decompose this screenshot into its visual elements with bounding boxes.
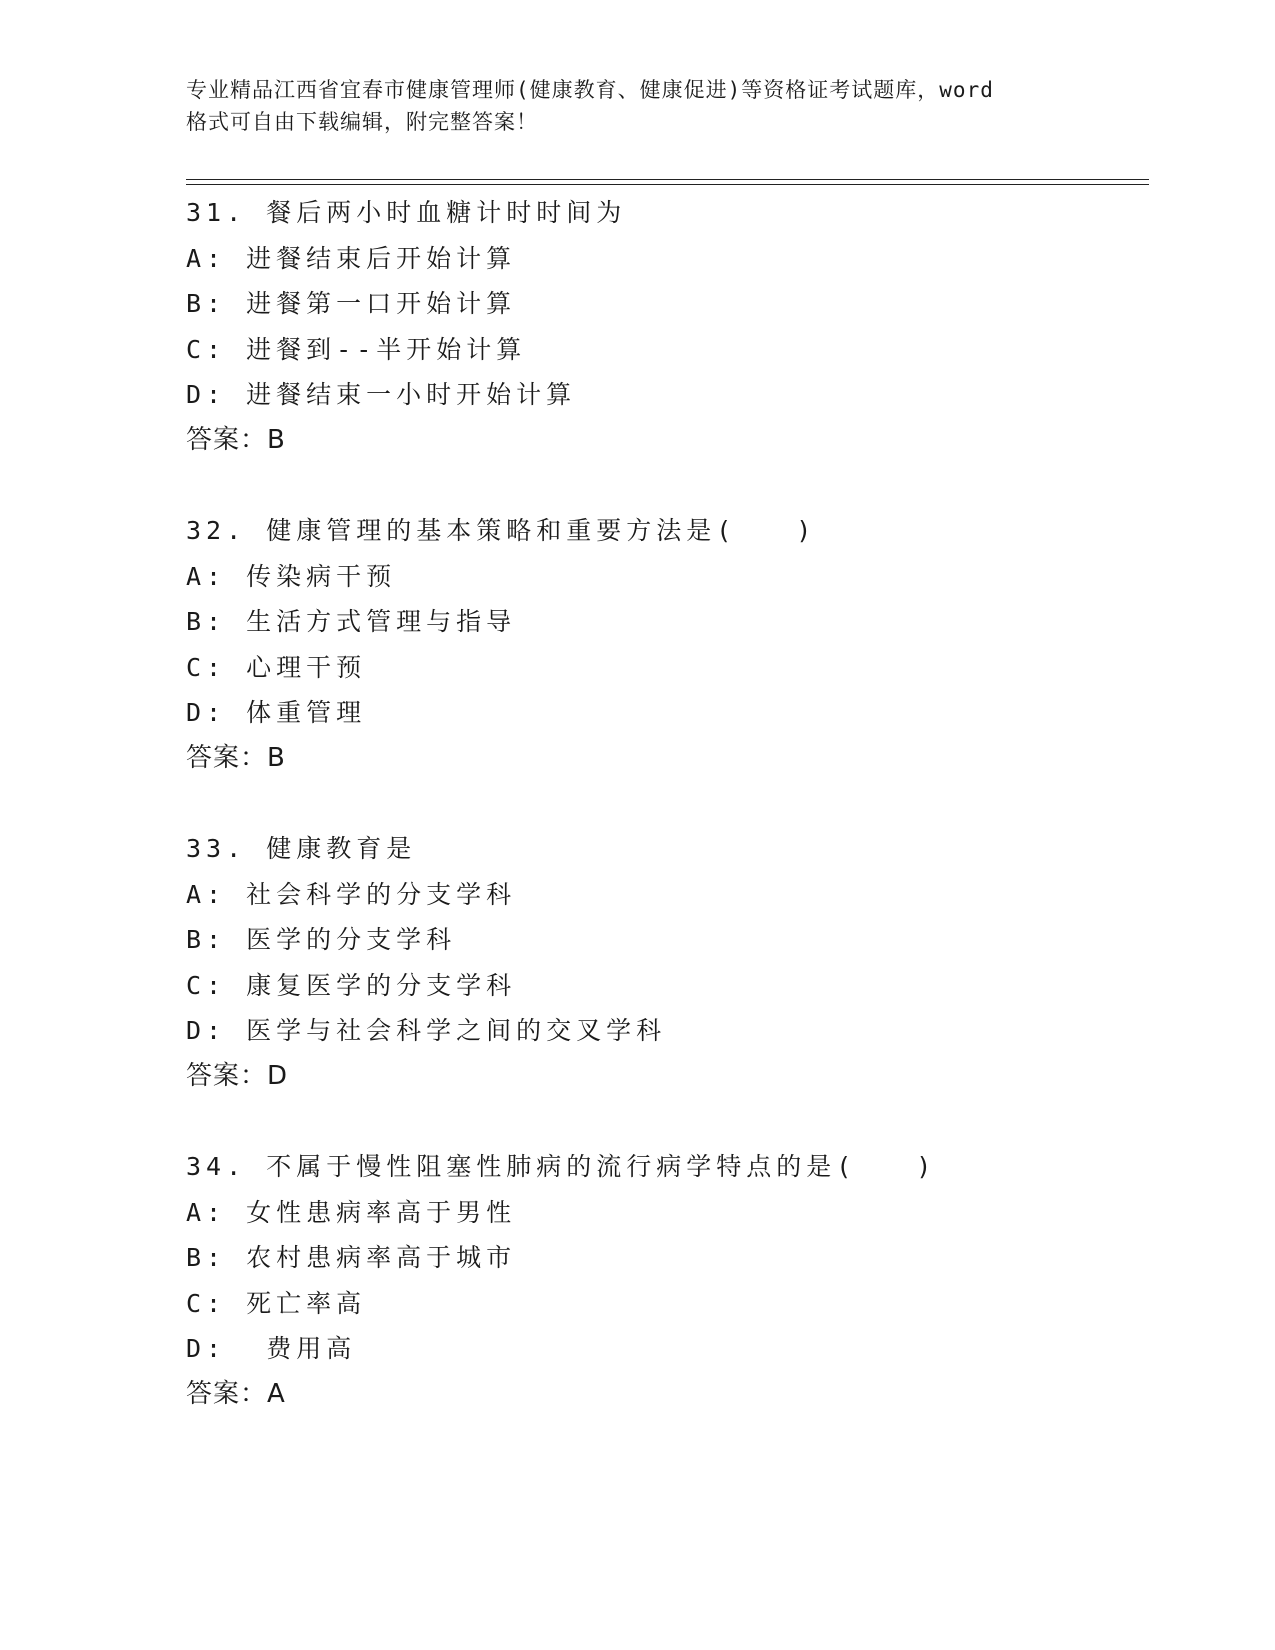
option-a: A: 传染病干预 [186,561,397,591]
header-line-1: 专业精品江西省宜春市健康管理师(健康教育、健康促进)等资格证考试题库，word [186,78,994,102]
option-b: B: 农村患病率高于城市 [186,1243,517,1272]
option-d: D: 体重管理 [186,698,367,727]
answer-text: 答案：A [186,1378,286,1409]
header-rule-top [186,179,1149,180]
question-34 [186,1144,1146,1417]
option-b: B: 生活方式管理与指导 [186,607,517,636]
header-line-2: 格式可自由下载编辑，附完整答案！ [186,110,538,134]
option-a: A: 社会科学的分支学科 [186,879,517,909]
option-b: B: 进餐第一口开始计算 [186,289,517,318]
question-list [186,190,1146,1462]
answer-text: 答案：B [186,424,286,455]
question-33 [186,826,1146,1099]
option-c: C: 死亡率高 [186,1288,367,1318]
option-d: D: 医学与社会科学之间的交叉学科 [186,1016,667,1045]
document-header [186,74,1106,138]
option-d: D: 进餐结束一小时开始计算 [186,380,577,409]
answer-text: 答案：B [186,742,286,773]
option-a: A: 女性患病率高于男性 [186,1197,517,1227]
question-31 [186,190,1146,463]
question-32 [186,508,1146,781]
option-a: A: 进餐结束后开始计算 [186,243,517,273]
option-c: C: 进餐到--半开始计算 [186,334,527,364]
question-stem: 33. 健康教育是 [186,834,417,863]
question-stem: 34. 不属于慢性阻塞性肺病的流行病学特点的是( ) [186,1152,937,1181]
option-d: D: 费用高 [186,1334,357,1363]
option-c: C: 康复医学的分支学科 [186,970,517,1000]
answer-text: 答案：D [186,1060,289,1091]
option-c: C: 心理干预 [186,652,367,682]
option-b: B: 医学的分支学科 [186,925,457,954]
header-rule-bottom [186,184,1149,185]
question-stem: 31. 餐后两小时血糖计时时间为 [186,198,627,227]
question-stem: 32. 健康管理的基本策略和重要方法是( ) [186,516,817,545]
